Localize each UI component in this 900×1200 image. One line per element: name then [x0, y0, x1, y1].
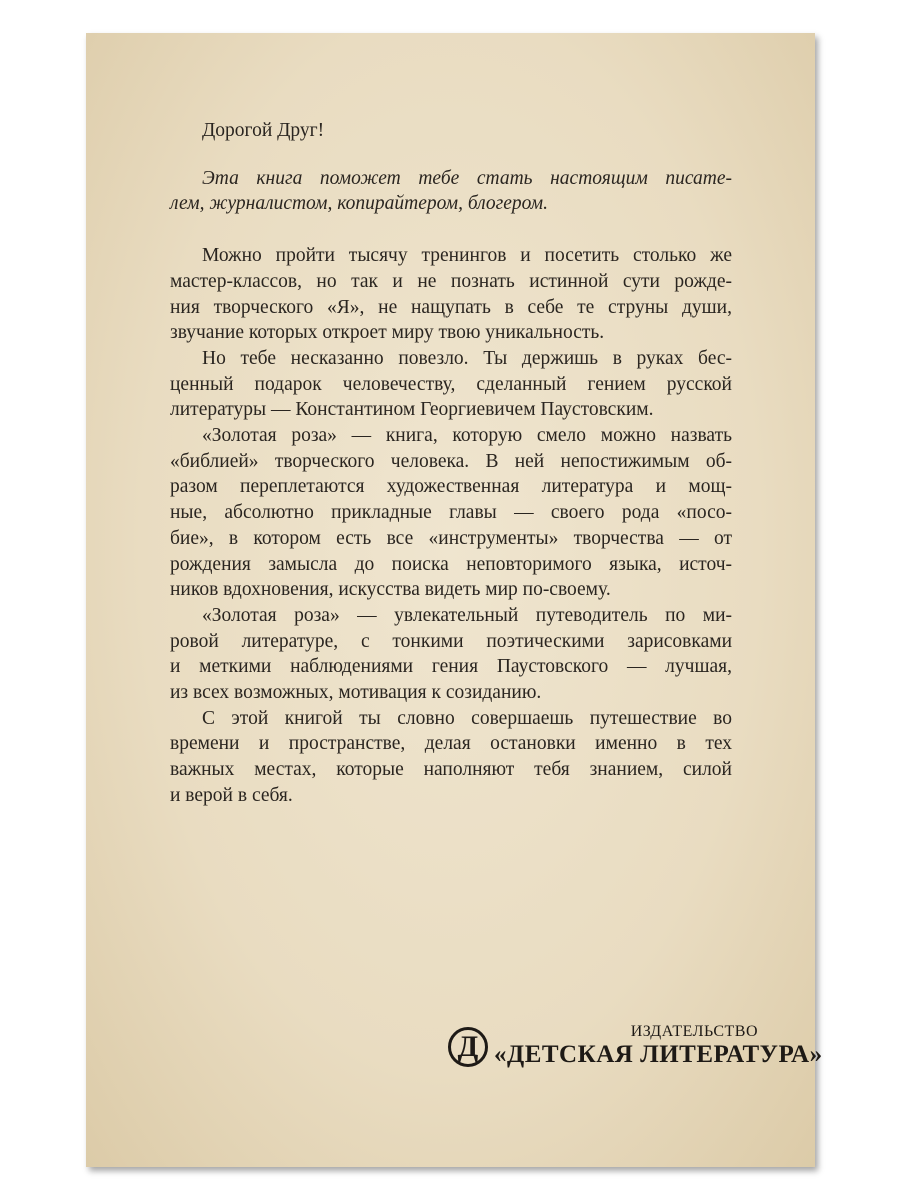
text-line: ровой литературе, с тонкими поэтическими зарисовками [170, 630, 732, 652]
text-line: из всех возможных, мотивация к созиданию. [170, 682, 542, 704]
text-line: «Золотая роза» — книга, которую смело можно назвать [202, 425, 732, 447]
text-line: «Золотая роза» — увлекательный путеводитель по ми- [202, 604, 732, 626]
text-line: ценный подарок человечеству, сделанный гением русской [170, 373, 732, 395]
intro-italic [170, 166, 732, 217]
intro-line: Эта книга поможет тебе стать настоящим писате- [202, 167, 732, 189]
publisher-logo [448, 1023, 823, 1073]
greeting: Дорогой Друг! [202, 120, 325, 141]
text-line: Можно пройти тысячу тренингов и посетить столько же [202, 245, 732, 267]
paragraph [170, 603, 732, 706]
text-line: ные, абсолютно прикладные главы — своего рода «посо- [170, 502, 732, 524]
intro-line: лем, журналистом, копирайтером, блогером. [170, 193, 548, 215]
text-line: и верой в себя. [170, 784, 293, 806]
paragraph [170, 706, 732, 809]
text-line: ников вдохновения, искусства видеть мир по-своему. [170, 579, 611, 601]
text-line: мастер-классов, но так и не познать истинной сути рожде- [170, 270, 732, 292]
body-paragraphs [170, 243, 732, 808]
paragraph [170, 243, 732, 346]
text-line: важных местах, которые наполняют тебя знанием, силой [170, 759, 732, 781]
cover-text [170, 118, 732, 809]
paragraph [170, 346, 732, 423]
text-line: С этой книгой ты словно совершаешь путешествие во [202, 707, 732, 729]
text-line: «библией» творческого человека. В ней непостижимым об- [170, 450, 732, 472]
text-line: времени и пространстве, делая остановки именно в тех [170, 733, 732, 755]
text-line: звучание которых откроет миру твою уникальность. [170, 322, 605, 344]
text-line: Но тебе несказанно повезло. Ты держишь в руках бес- [202, 347, 732, 369]
paragraph [170, 423, 732, 603]
publisher-mark-icon: Д [448, 1027, 488, 1067]
text-line: и меткими наблюдениями гения Паустовского — лучшая, [170, 656, 732, 678]
text-line: рождения замысла до поиска неповторимого языка, источ- [170, 553, 732, 575]
publisher-name: «ДЕТСКАЯ ЛИТЕРАТУРА» [494, 1041, 823, 1068]
text-line: бие», в котором есть все «инструменты» творчества — от [170, 527, 732, 549]
publisher-label: ИЗДАТЕЛЬСТВО [630, 1023, 758, 1040]
text-line: разом переплетаются художественная литература и мощ- [170, 476, 732, 498]
text-line: ния творческого «Я», не нащупать в себе те струны души, [170, 296, 732, 318]
text-line: литературы — Константином Георгиевичем Паустовским. [170, 399, 654, 421]
